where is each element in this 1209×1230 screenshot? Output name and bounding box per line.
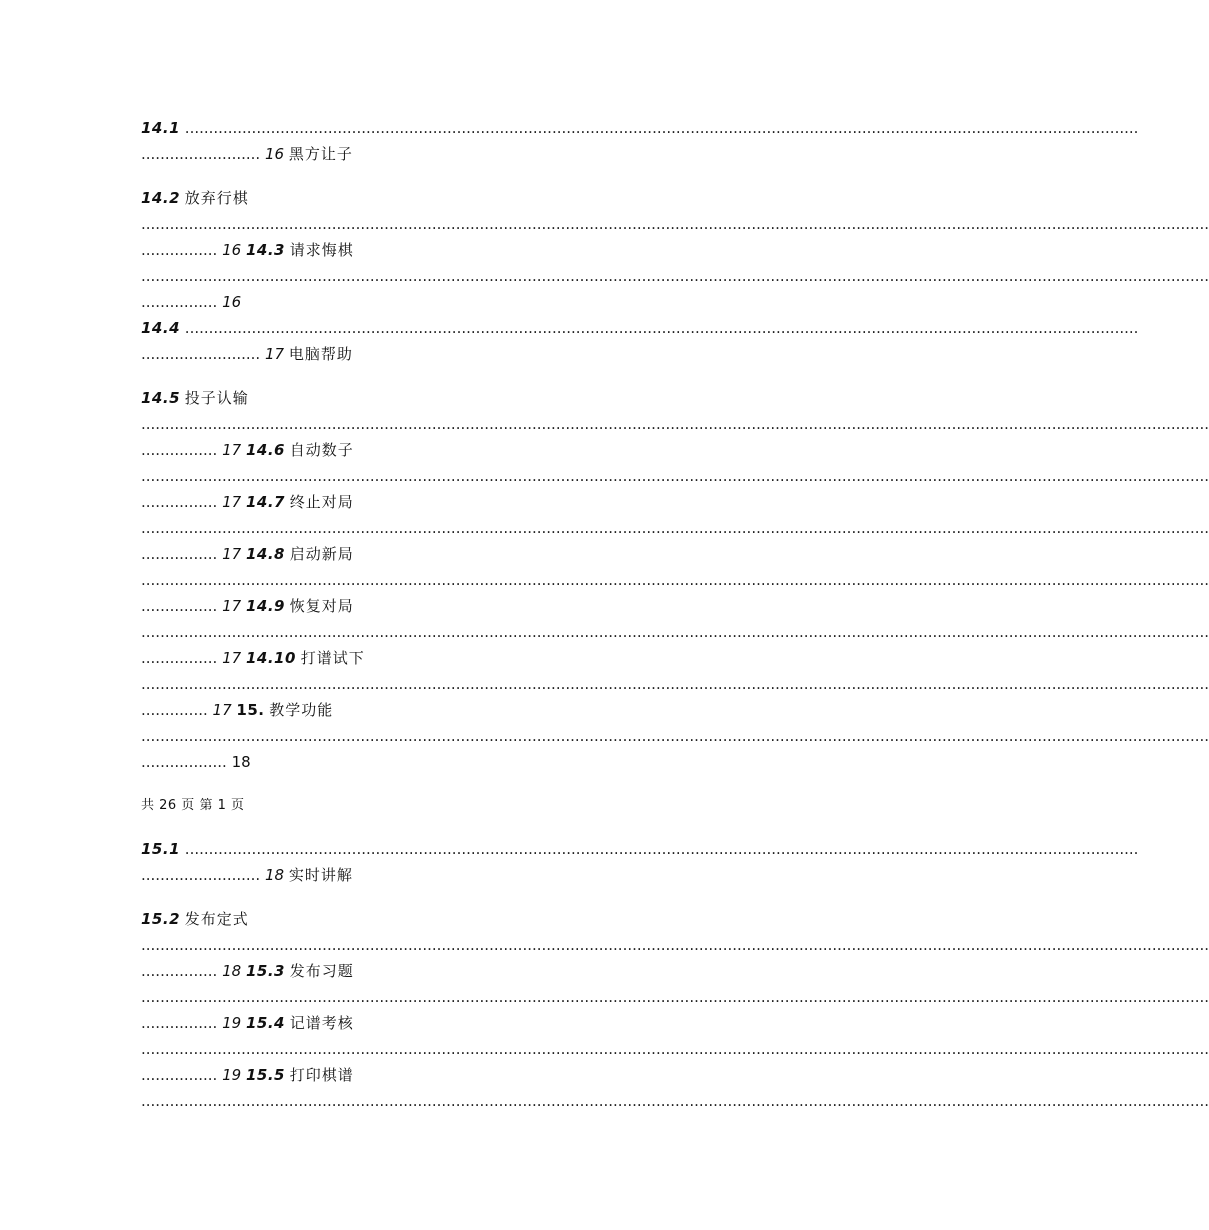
toc-entry-number: 15.5	[245, 1066, 285, 1084]
toc-page-number: 16	[264, 145, 285, 163]
toc-entry-title: 发布定式	[184, 910, 249, 928]
toc-entry-number: 14.4	[141, 319, 181, 337]
toc-entry-number: 14.1	[141, 119, 181, 137]
dot-leader: ................................................................................................................................................................................................................................	[141, 519, 1209, 537]
toc-page-number: 17	[222, 441, 242, 459]
toc-line	[141, 238, 809, 262]
toc-line	[141, 342, 809, 366]
dot-leader: ................................................................................................................................................................................................................................	[141, 1040, 1209, 1058]
dot-leader: ................................................................................................................................................................................................................................	[141, 936, 1209, 954]
toc-entry-title: 自动数子	[289, 441, 354, 459]
toc-page-number: 17	[212, 701, 232, 719]
toc-line	[141, 750, 809, 774]
toc-entry-number: 14.2	[141, 189, 181, 207]
dot-leader: ................	[141, 649, 218, 667]
toc-page-number: 17	[222, 597, 242, 615]
toc-line	[141, 1037, 1209, 1061]
toc-line	[141, 863, 809, 887]
toc-line	[141, 672, 1209, 696]
toc-entry-title: 投子认输	[184, 389, 249, 407]
toc-line	[141, 464, 1209, 488]
toc-line	[141, 1063, 809, 1087]
toc-line	[141, 1089, 1209, 1113]
toc-line	[141, 264, 1209, 288]
dot-leader: ................................................................................................................................................................................................................................	[141, 675, 1209, 693]
toc-page-number: 17	[222, 493, 242, 511]
toc-page-number: 16	[222, 241, 242, 259]
dot-leader: ................................................................................................................................................................................................................................	[141, 623, 1209, 641]
toc-line	[141, 837, 1139, 861]
toc-line	[141, 386, 809, 410]
dot-leader: ........................................................................................................................................................................................................	[184, 119, 1139, 137]
dot-leader: ..............	[141, 701, 208, 719]
toc-entry-number: 14.8	[245, 545, 285, 563]
toc-entry-title: 放弃行棋	[184, 189, 249, 207]
dot-leader: .........................	[141, 145, 261, 163]
toc-entry-number: 15.3	[245, 962, 285, 980]
toc-line	[141, 646, 809, 670]
toc-page-number: 19	[222, 1014, 242, 1032]
toc-line	[141, 620, 1209, 644]
dot-leader: .........................	[141, 866, 261, 884]
dot-leader: ................................................................................................................................................................................................................................	[141, 267, 1209, 285]
toc-line	[141, 985, 1209, 1009]
dot-leader: ................	[141, 441, 218, 459]
dot-leader: ................................................................................................................................................................................................................................	[141, 988, 1209, 1006]
toc-entry-title: 请求悔棋	[289, 241, 354, 259]
toc-line	[141, 724, 1209, 748]
toc-entry-title: 终止对局	[289, 493, 354, 511]
dot-leader: ................................................................................................................................................................................................................................	[141, 1092, 1209, 1110]
dot-leader: ................................................................................................................................................................................................................................	[141, 571, 1209, 589]
toc-entry-title: 发布习题	[289, 962, 354, 980]
toc-entry-number: 15.1	[141, 840, 181, 858]
toc-entry-number: 14.5	[141, 389, 181, 407]
toc-entry-number: 15.4	[245, 1014, 285, 1032]
toc-line	[141, 594, 809, 618]
toc-line	[141, 933, 1209, 957]
dot-leader: ..................	[141, 753, 227, 771]
toc-page-number: 19	[222, 1066, 242, 1084]
dot-leader: ................	[141, 545, 218, 563]
toc-line	[141, 1011, 809, 1035]
toc-line	[141, 438, 809, 462]
toc-line	[141, 698, 809, 722]
toc-line	[141, 142, 809, 166]
toc-entry-title: 电脑帮助	[288, 345, 353, 363]
toc-line	[141, 959, 809, 983]
dot-leader: ................	[141, 597, 218, 615]
toc-entry-number: 14.9	[245, 597, 285, 615]
page-count-text: 共 26 页 第 1 页	[141, 798, 245, 813]
dot-leader: ................................................................................................................................................................................................................................	[141, 467, 1209, 485]
toc-entry-number: 15.2	[141, 910, 181, 928]
dot-leader: ................	[141, 241, 218, 259]
toc-line	[141, 516, 1209, 540]
toc-entry-title: 打谱试下	[300, 649, 365, 667]
page-footer	[141, 794, 809, 818]
dot-leader: ................................................................................................................................................................................................................................	[141, 727, 1209, 745]
toc-entry-title: 教学功能	[269, 701, 334, 719]
dot-leader: ................................................................................................................................................................................................................................	[141, 215, 1209, 233]
toc-entry-number: 14.6	[245, 441, 285, 459]
toc-page-number: 18	[264, 866, 285, 884]
toc-entry-number: 14.10	[245, 649, 296, 667]
toc-line	[141, 907, 809, 931]
toc-entry-title: 黑方让子	[288, 145, 353, 163]
toc-line	[141, 290, 809, 314]
toc-line	[141, 412, 1209, 436]
dot-leader: ................	[141, 1014, 218, 1032]
toc-line	[141, 490, 809, 514]
dot-leader: ................	[141, 1066, 218, 1084]
dot-leader: ................	[141, 293, 218, 311]
dot-leader: ................	[141, 962, 218, 980]
toc-page-number: 16	[222, 293, 242, 311]
toc-line	[141, 186, 809, 210]
toc-entry-title: 记谱考核	[289, 1014, 354, 1032]
toc-page-number: 17	[222, 545, 242, 563]
toc-entry-number: 14.7	[245, 493, 285, 511]
toc-page-number: 18	[222, 962, 242, 980]
toc-line	[141, 116, 1139, 140]
dot-leader: ........................................................................................................................................................................................................	[184, 319, 1139, 337]
toc-page-number: 17	[222, 649, 242, 667]
toc-entry-number: 15.	[236, 701, 265, 719]
toc-line	[141, 568, 1209, 592]
toc-page-number: 18	[231, 753, 251, 771]
toc-page-number: 17	[264, 345, 285, 363]
dot-leader: .........................	[141, 345, 261, 363]
toc-entry-title: 启动新局	[289, 545, 354, 563]
dot-leader: ........................................................................................................................................................................................................	[184, 840, 1139, 858]
toc-entry-number: 14.3	[245, 241, 285, 259]
toc-line	[141, 542, 809, 566]
toc-line	[141, 212, 1209, 236]
toc-entry-title: 打印棋谱	[289, 1066, 354, 1084]
toc-entry-title: 实时讲解	[288, 866, 353, 884]
toc-entry-title: 恢复对局	[289, 597, 354, 615]
toc-line	[141, 316, 1139, 340]
dot-leader: ................................................................................................................................................................................................................................	[141, 415, 1209, 433]
dot-leader: ................	[141, 493, 218, 511]
